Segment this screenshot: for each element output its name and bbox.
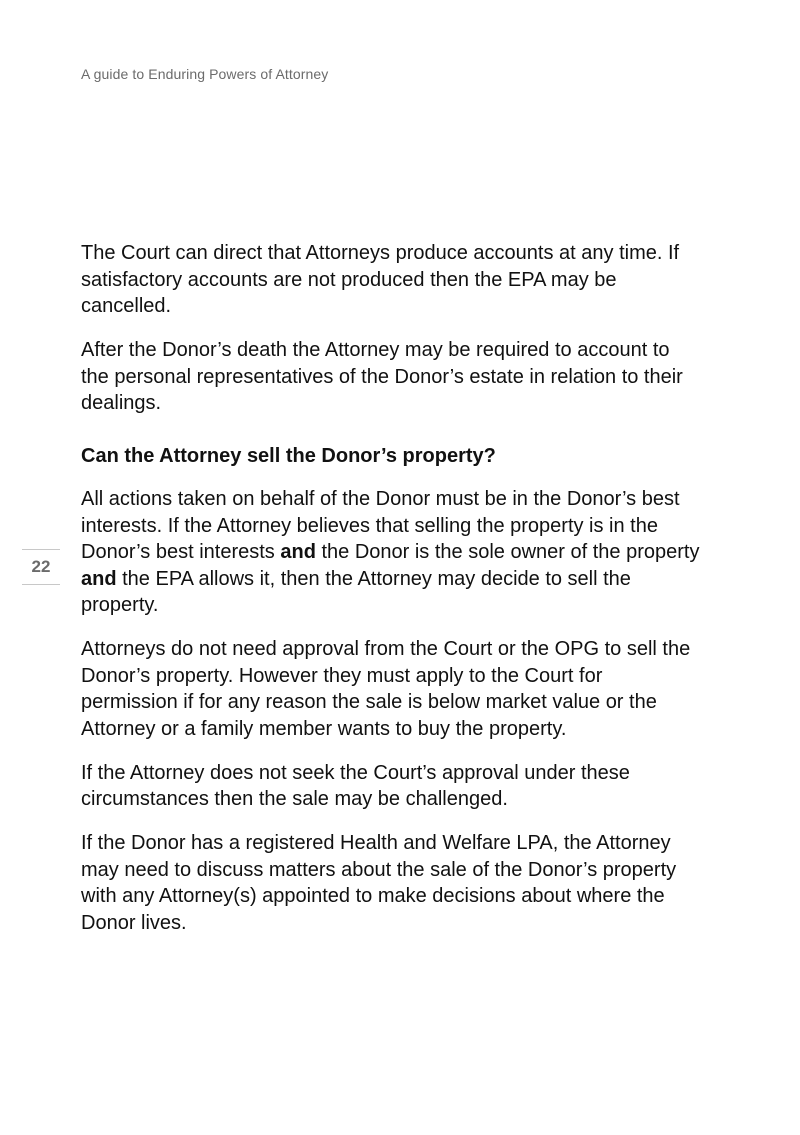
text-span: the Donor is the sole owner of the property [315,541,700,563]
text-span: the EPA allows it, then the Attorney may decide to sell the property. [81,567,631,616]
paragraph-challenged: If the Attorney does not seek the Court’s approval under these circumstances then the sale may be challenged. [81,761,630,810]
bold-and: and [81,567,117,590]
text-span: All actions taken on behalf of the Donor must be in the Donor’s best interests. If the Attorney believes that selling the property is in the Donor’s best interests [81,488,680,563]
paragraph-approval: Attorneys do not need approval from the Court or the OPG to sell the Donor’s property. However they must apply to the Court for permission if for any reason the sale is below market value or the Attorney or a family member wants to buy the property. [81,638,691,740]
page-number: 22 [31,557,51,576]
body-content [81,240,701,954]
section-heading: Can the Attorney sell the Donor’s property? [81,444,496,467]
paragraph-after-death: After the Donor’s death the Attorney may be required to account to the personal representatives of the Donor’s estate in relation to their dealings. [81,339,683,414]
page-number-block [22,549,60,585]
paragraph-best-interests [81,486,701,619]
running-header: A guide to Enduring Powers of Attorney [81,66,329,82]
bold-and: and [280,541,316,563]
paragraph-court-accounts: The Court can direct that Attorneys produce accounts at any time. If satisfactory accounts are not produced then the EPA may be cancelled. [81,242,680,317]
paragraph-health-welfare: If the Donor has a registered Health and Welfare LPA, the Attorney may need to discuss matters about the sale of the Donor’s property with any Attorney(s) appointed to make decisions about where the Donor lives. [81,832,677,934]
